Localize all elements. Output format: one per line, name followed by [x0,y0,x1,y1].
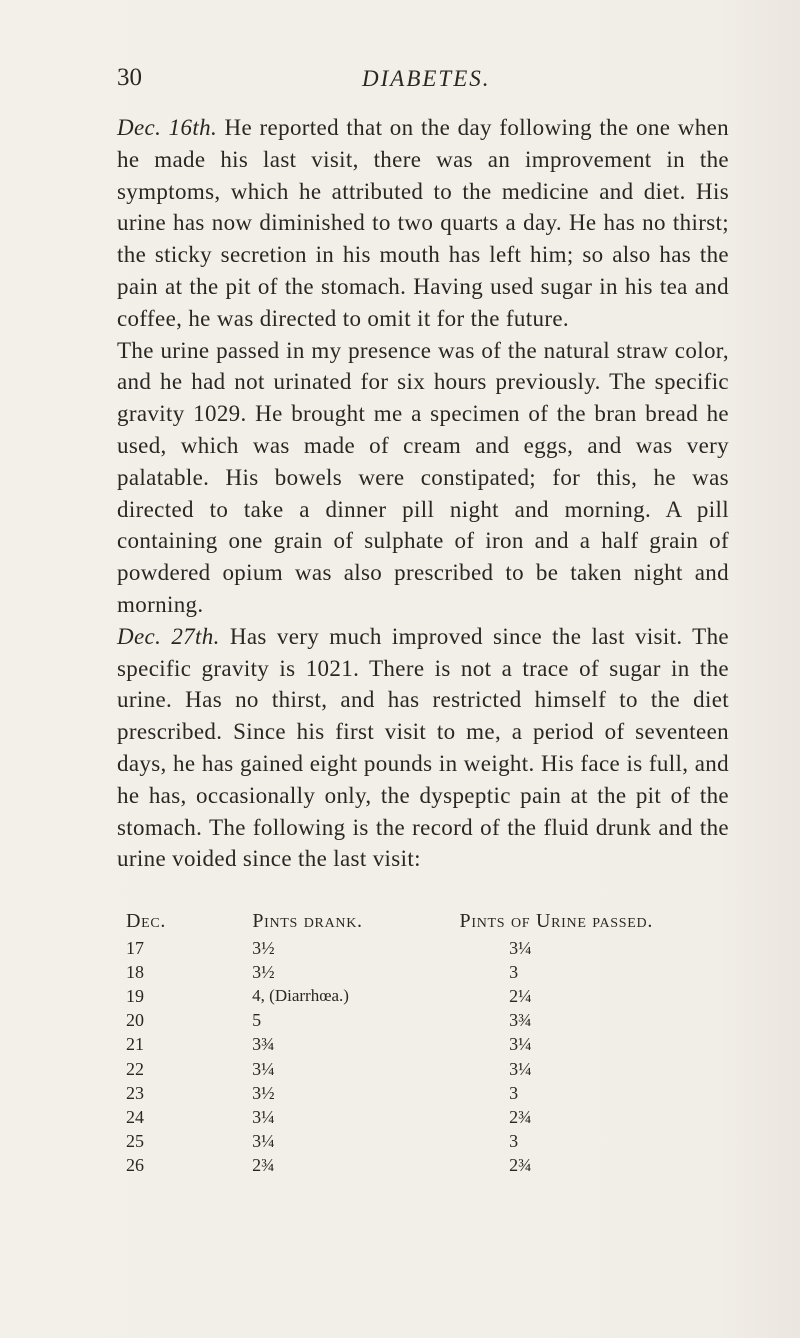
header-dec: Dec. [126,909,167,932]
cell-drank: 3¼ [252,1058,275,1079]
cell-urine: 3¼ [509,937,532,958]
cell-drank: 3½ [252,1082,275,1103]
cell-urine: 3¼ [509,1058,532,1079]
table-row [126,1033,726,1057]
cell-urine: 3¼ [509,1034,532,1055]
paragraph-text: He reported that on the day following the one when he made his last visit, there was an improvement in the symptoms, which he attributed to the medicine and diet. His urine has now diminished to two quarts a day. He has no thirst; the sticky secretion in his mouth has left him; so also has the pain at the pit of the stomach. Having used sugar in his tea and coffee, he was directed to omit it for the future. [117,115,729,331]
cell-dec: 25 [126,1131,144,1152]
table-row [126,1154,726,1178]
cell-dec: 17 [126,937,144,958]
table-row [126,1130,726,1154]
cell-drank: 3¾ [252,1034,275,1055]
header-pints-urine: Pints of Urine passed. [459,909,654,932]
fluid-record-table [126,906,726,1178]
header-pints-drank: Pints drank. [252,909,363,932]
cell-dec: 20 [126,1010,144,1031]
paragraph-text: Has very much improved since the last visit. The specific gravity is 1021. There is not a trace of sugar in the urine. Has no thirst, and has restricted himself to the diet prescribed. Since his first visit to me, a period of seventeen days, he has gained eight pounds in weight. His face is full, and he has, occasionally only, the dyspeptic pain at the pit of the stomach. The following is the record of the fluid drunk and the urine voided since the last visit: [117,623,729,872]
table-row [126,984,726,1008]
table-row [126,1081,726,1105]
page-number: 30 [117,64,142,91]
paragraph-text: The urine passed in my presence was of the natural straw color, and he had not urinated for six hours previously. The specific gravity 1029. He brought me a specimen of the bran bread he used, which was made of cream and eggs, and was very palatable. His bowels were constipated; for this, he was directed to take a dinner pill night and morning. A pill containing one grain of sulphate of iron and a half grain of powdered opium was also prescribed to be taken night and morning. [117,337,729,617]
paragraph-dec-16 [117,112,729,335]
cell-urine: 3 [509,961,519,982]
cell-drank: 5 [252,1010,262,1031]
table-row [126,1009,726,1033]
cell-urine: 2¾ [509,1106,532,1127]
cell-urine: 2¾ [509,1155,532,1176]
cell-dec: 24 [126,1106,144,1127]
table-row [126,1105,726,1129]
paragraph-dec-27 [117,621,729,875]
cell-dec: 22 [126,1058,144,1079]
cell-dec: 19 [126,985,144,1006]
table-header [126,906,726,936]
body-text [117,112,729,875]
cell-dec: 21 [126,1034,144,1055]
running-head: DIABETES. [362,66,491,91]
cell-dec: 23 [126,1082,144,1103]
cell-drank: 4, (Diarrhœa.) [252,986,349,1006]
cell-urine: 3¾ [509,1010,532,1031]
table-row [126,960,726,984]
paragraph-urine-observations [117,335,729,621]
cell-drank: 2¾ [252,1155,275,1176]
table-row [126,1057,726,1081]
cell-dec: 18 [126,961,144,982]
cell-drank: 3¼ [252,1106,275,1127]
dateline-dec-16: Dec. 16th. [117,115,218,140]
cell-urine: 3 [509,1131,519,1152]
table-row [126,936,726,960]
cell-urine: 2¼ [509,985,532,1006]
cell-drank: 3½ [252,937,275,958]
dateline-dec-27: Dec. 27th. [117,623,220,649]
cell-urine: 3 [509,1082,519,1103]
cell-dec: 26 [126,1155,144,1176]
cell-drank: 3¼ [252,1131,275,1152]
cell-drank: 3½ [252,961,275,982]
